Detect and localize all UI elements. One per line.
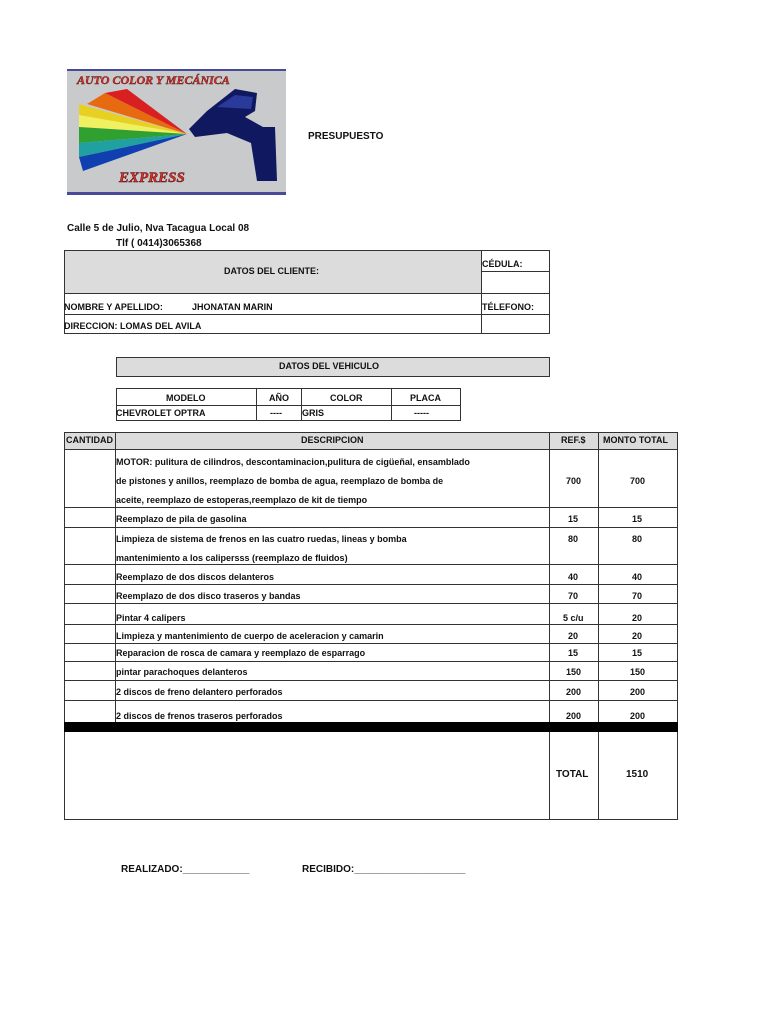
row-ref: 5 c/u [563, 613, 584, 623]
row-ref: 200 [566, 687, 582, 697]
row-description: de pistones y anillos, reemplazo de bomba de agua, reemplazo de bomba de [116, 476, 444, 486]
row-ref: 20 [568, 631, 579, 641]
row-total: 15 [632, 648, 643, 658]
row-description: Pintar 4 calipers [116, 613, 186, 623]
vehicle-header-year: AÑO [269, 393, 289, 403]
items-header-row [64, 432, 678, 450]
row-ref: 15 [568, 514, 579, 524]
logo-text-bottom: EXPRESS [119, 170, 185, 186]
vehicle-color: GRIS [302, 408, 325, 418]
table-divider-bar [64, 722, 678, 732]
row-ref: 15 [568, 648, 579, 658]
logo-text-top: AUTO COLOR Y MECÁNICA [77, 73, 230, 87]
vehicle-year: ---- [270, 408, 282, 418]
row-total: 40 [632, 572, 643, 582]
row-description: Limpieza y mantenimiento de cuerpo de aceleracion y camarin [116, 631, 384, 641]
row-description: Reemplazo de pila de gasolina [116, 514, 247, 524]
row-ref: 200 [566, 711, 582, 721]
row-ref: 40 [568, 572, 579, 582]
total-value: 1510 [626, 769, 649, 780]
row-description: pintar parachoques delanteros [116, 667, 248, 677]
cedula-box [481, 250, 550, 294]
row-total: 200 [630, 687, 646, 697]
row-total: 20 [632, 631, 643, 641]
row-description: Limpieza de sistema de frenos en las cuatro ruedas, lineas y bomba [116, 534, 407, 544]
row-total: 700 [630, 476, 646, 486]
row-total: 20 [632, 613, 643, 623]
row-total: 70 [632, 591, 643, 601]
client-address: DIRECCION: LOMAS DEL AVILA [64, 321, 202, 331]
cedula-label: CÉDULA: [482, 259, 523, 269]
phone-label: TÉLEFONO: [482, 302, 534, 312]
row-description: Reemplazo de dos disco traseros y bandas [116, 591, 301, 601]
recibido-signature-line: RECIBIDO:____________________ [302, 864, 466, 875]
header-ref: REF.$ [561, 435, 586, 445]
vehicle-model: CHEVROLET OPTRA [116, 408, 206, 418]
row-description: 2 discos de frenos traseros perforados [116, 711, 283, 721]
name-value: JHONATAN MARIN [192, 302, 273, 312]
company-logo [67, 69, 286, 195]
header-monto-total: MONTO TOTAL [603, 435, 668, 445]
total-label: TOTAL [556, 769, 589, 780]
row-description: Reparacion de rosca de camara y reemplazo de esparrago [116, 648, 366, 658]
vehicle-header-model: MODELO [166, 393, 206, 403]
row-description: MOTOR: pulitura de cilindros, descontaminacion,pulitura de cigüeñal, ensamblado [116, 457, 470, 467]
vehicle-plate: ----- [414, 408, 429, 418]
row-ref: 700 [566, 476, 582, 486]
vehicle-header-color: COLOR [330, 393, 363, 403]
name-label: NOMBRE Y APELLIDO: [64, 302, 163, 312]
row-total: 15 [632, 514, 643, 524]
row-description: Reemplazo de dos discos delanteros [116, 572, 275, 582]
row-ref: 150 [566, 667, 582, 677]
row-ref: 70 [568, 591, 579, 601]
company-phone: Tlf ( 0414)3065368 [116, 238, 202, 249]
row-description: mantenimiento a los calipersss (reemplazo de fluidos) [116, 553, 348, 563]
client-section-label: DATOS DEL CLIENTE: [224, 266, 320, 276]
row-total: 150 [630, 667, 646, 677]
row-description: aceite, reemplazo de estoperas,reemplazo de kit de tiempo [116, 495, 368, 505]
company-address: Calle 5 de Julio, Nva Tacagua Local 08 [67, 223, 250, 234]
row-total: 200 [630, 711, 646, 721]
row-total: 80 [632, 534, 643, 544]
vehicle-section-label: DATOS DEL VEHICULO [279, 361, 380, 371]
header-cantidad: CANTIDAD [66, 435, 113, 445]
realizado-signature-line: REALIZADO:____________ [121, 864, 250, 875]
document-title: PRESUPUESTO [308, 131, 384, 142]
header-descripcion: DESCRIPCION [301, 435, 364, 445]
row-ref: 80 [568, 534, 579, 544]
row-description: 2 discos de freno delantero perforados [116, 687, 283, 697]
vehicle-header-plate: PLACA [410, 393, 441, 403]
